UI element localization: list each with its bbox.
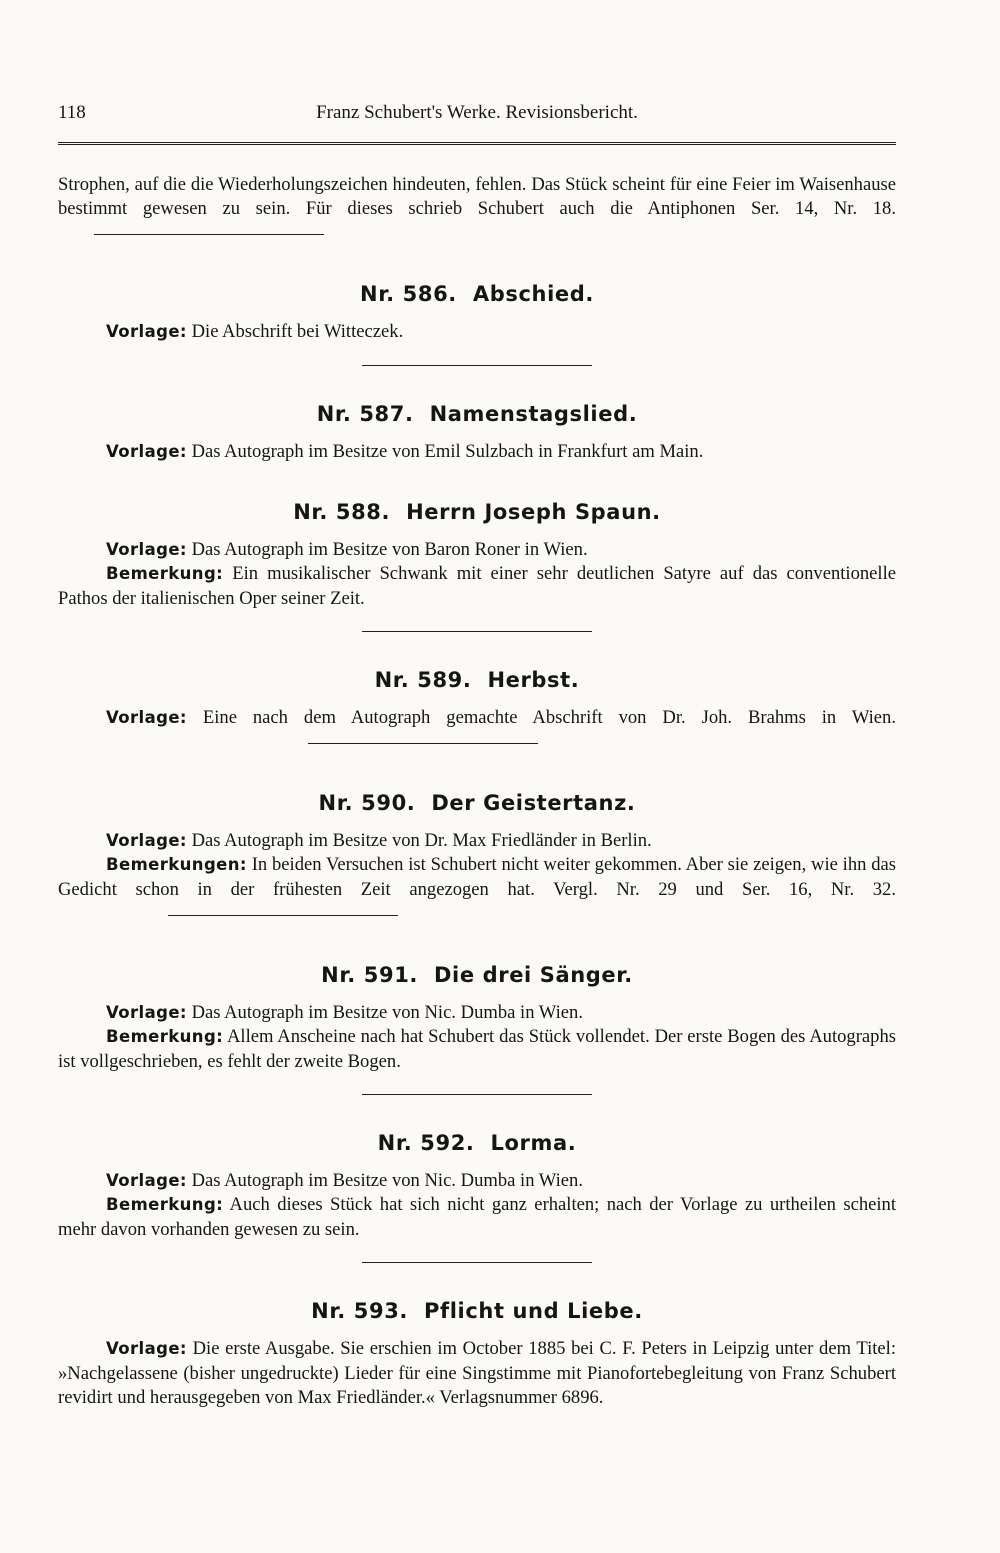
vorlage-label: Vorlage: <box>106 441 187 461</box>
bemerkung-paragraph <box>58 562 896 611</box>
entry-title: Lorma. <box>490 1130 577 1155</box>
vorlage-paragraph <box>58 829 896 853</box>
entry-589 <box>58 668 896 755</box>
entry-number: Nr. 586. <box>360 282 457 307</box>
vorlage-text: Das Autograph im Besitze von Nic. Dumba in Wien. <box>191 1001 583 1023</box>
bemerkung-label: Bemerkung: <box>106 1195 224 1215</box>
vorlage-paragraph <box>58 1001 896 1025</box>
bemerkung-paragraph <box>58 1193 896 1242</box>
section-divider <box>168 915 398 916</box>
header-rule <box>58 142 896 145</box>
vorlage-paragraph <box>58 440 896 464</box>
entry-heading <box>58 1131 896 1155</box>
vorlage-text: Das Autograph im Besitze von Baron Roner in Wien. <box>191 539 588 561</box>
section-divider <box>362 1262 592 1263</box>
entry-title: Abschied. <box>472 282 594 307</box>
section-divider <box>308 743 538 744</box>
entry-591 <box>58 963 896 1095</box>
entry-number: Nr. 592. <box>377 1130 475 1155</box>
vorlage-text: Die Abschrift bei Witteczek. <box>191 321 404 343</box>
vorlage-label: Vorlage: <box>106 708 187 728</box>
entry-heading <box>58 668 896 692</box>
vorlage-text: Das Autograph im Besitze von Dr. Max Friedländer in Berlin. <box>191 830 652 852</box>
entry-title: Namenstagslied. <box>429 401 638 426</box>
bemerkung-label: Bemerkung: <box>106 564 224 584</box>
vorlage-label: Vorlage: <box>106 1170 187 1190</box>
lead-paragraph <box>58 173 896 246</box>
bemerkung-text: In beiden Versuchen ist Schubert nicht weiter gekommen. Aber sie zeigen, wie ihn das Gedicht schon in der frühesten Zeit angezogen hat. Vergl. Nr. 29 und Ser. 16, Nr. 32. <box>58 854 896 900</box>
bemerkung-text: Allem Anscheine nach hat Schubert das Stück vollendet. Der erste Bogen des Autographs ist vollgeschrieben, es fehlt der zweite Bogen. <box>58 1026 896 1072</box>
vorlage-paragraph <box>58 1169 896 1193</box>
entry-592 <box>58 1131 896 1263</box>
vorlage-label: Vorlage: <box>106 1002 187 1022</box>
entry-587 <box>58 402 896 464</box>
vorlage-label: Vorlage: <box>106 1339 187 1359</box>
entry-number: Nr. 590. <box>318 791 416 816</box>
page <box>58 96 896 1410</box>
section-divider <box>94 234 324 235</box>
entry-title: Herbst. <box>487 668 580 693</box>
vorlage-text: Das Autograph im Besitze von Nic. Dumba in Wien. <box>191 1169 583 1191</box>
entry-heading <box>58 402 896 426</box>
entry-number: Nr. 589. <box>374 668 472 693</box>
entry-heading <box>58 500 896 524</box>
bemerkung-paragraph <box>58 853 896 926</box>
entry-title: Herrn Joseph Spaun. <box>406 500 661 525</box>
entry-number: Nr. 593. <box>311 1299 409 1324</box>
entry-number: Nr. 588. <box>293 500 391 525</box>
entry-title: Der Geistertanz. <box>431 791 636 816</box>
entry-586 <box>58 282 896 365</box>
header-title: Franz Schubert's Werke. Revisionsbericht. <box>316 102 638 123</box>
bemerkung-label: Bemerkung: <box>106 1027 224 1047</box>
entry-heading <box>58 791 896 815</box>
entry-number: Nr. 591. <box>321 962 419 987</box>
entry-588 <box>58 500 896 632</box>
vorlage-text: Das Autograph im Besitze von Emil Sulzbach in Frankfurt am Main. <box>191 440 704 462</box>
vorlage-label: Vorlage: <box>106 831 187 851</box>
entry-heading <box>58 963 896 987</box>
page-number: 118 <box>58 102 86 123</box>
section-divider <box>362 365 592 366</box>
entry-heading <box>58 282 896 306</box>
lead-text: Strophen, auf die die Wiederholungszeichen hindeuten, fehlen. Das Stück scheint für eine Feier im Waisenhause bestimmt gewesen zu sein. Für dieses schrieb Schubert auch die Antiphonen Ser. 14, Nr. 18. <box>58 174 896 220</box>
bemerkung-text: Ein musikalischer Schwank mit einer sehr deutlichen Satyre auf das conventionelle Pathos der italienischen Oper seiner Zeit. <box>58 563 897 609</box>
running-header <box>58 96 896 130</box>
bemerkung-label: Bemerkungen: <box>106 855 247 875</box>
entry-593 <box>58 1299 896 1410</box>
entry-heading <box>58 1299 896 1323</box>
bemerkung-text: Auch dieses Stück hat sich nicht ganz erhalten; nach der Vorlage zu urtheilen scheint mehr davon vorhanden gewesen zu sein. <box>58 1194 897 1240</box>
entry-590 <box>58 791 896 927</box>
vorlage-paragraph <box>58 320 896 344</box>
entry-number: Nr. 587. <box>316 401 414 426</box>
vorlage-paragraph <box>58 706 896 755</box>
bemerkung-paragraph <box>58 1025 896 1074</box>
vorlage-paragraph <box>58 1337 896 1410</box>
vorlage-label: Vorlage: <box>106 540 187 560</box>
entry-title: Pflicht und Liebe. <box>424 1299 643 1324</box>
vorlage-paragraph <box>58 538 896 562</box>
vorlage-label: Vorlage: <box>106 322 187 342</box>
section-divider <box>362 1094 592 1095</box>
entry-title: Die drei Sänger. <box>434 962 633 987</box>
section-divider <box>362 631 592 632</box>
vorlage-text: Die erste Ausgabe. Sie erschien im October 1885 bei C. F. Peters in Leipzig unter dem Titel: »Nachgelassene (bisher ungedruckte) Lieder für eine Singstimme mit Pianofortebegleitung von Franz Schubert revidirt und herausgegeben von Max Friedländer.« Verlagsnummer 6896. <box>58 1338 896 1408</box>
vorlage-text: Eine nach dem Autograph gemachte Abschrift von Dr. Joh. Brahms in Wien. <box>202 707 896 729</box>
